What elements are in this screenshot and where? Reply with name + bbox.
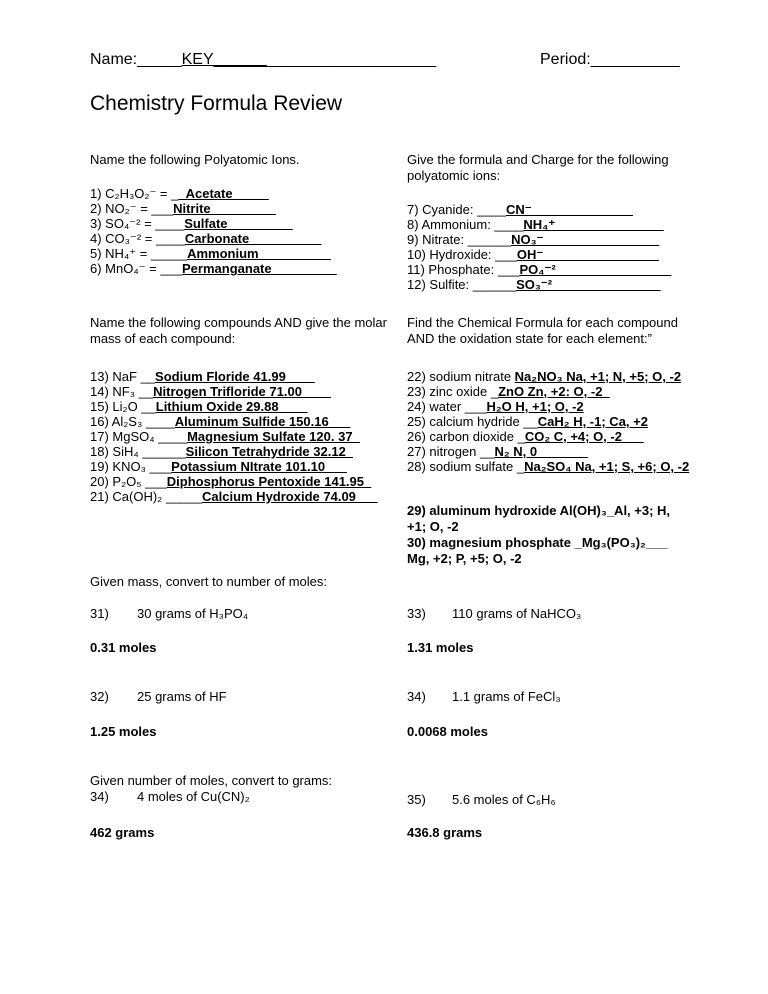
compound-item [90, 459, 347, 474]
ion-name-item [90, 216, 293, 231]
compound-answer: Diphosphorus Pentoxide 141.95_ [166, 474, 372, 489]
ion-name-item [90, 201, 276, 216]
ion-name-answer: _Acetate_____ [178, 186, 269, 201]
formula-oxidation-answer: CO₂ C, +4; O, -2___ [524, 429, 644, 444]
compound-item [90, 384, 331, 399]
q32-text: 25 grams of HF [137, 689, 227, 704]
q34b-text: 4 moles of Cu(CN)₂ [137, 789, 250, 804]
q33-text: 110 grams of NaHCO₃ [452, 606, 582, 621]
q34-text: 1.1 grams of FeCl₃ [452, 689, 561, 704]
a31-answer: 0.31 moles [90, 640, 157, 655]
formula-oxidation-question: 28) sodium sulfate _ [407, 459, 525, 474]
ion-name-question: 6) MnO₄⁻ = ___ [90, 261, 183, 276]
ion-name-item [90, 246, 331, 261]
ion-formula-answer: CN⁻______________ [506, 202, 633, 217]
formula-oxidation-question: 24) water ___ [407, 399, 487, 414]
item-29: 29) aluminum hydroxide Al(OH)₃_Al, +3; H, +1; O, -2 [407, 503, 671, 534]
compound-answer: Nitrogen Trifloride 71.00____ [153, 384, 331, 399]
compound-answer: Aluminum Sulfide 150.16___ [174, 414, 351, 429]
q35-number: 35) [407, 792, 426, 807]
compound-question: 21) Ca(OH)₂ _____ [90, 489, 202, 504]
formula-oxidation-item [407, 414, 648, 429]
compound-item [90, 474, 371, 489]
q34b-number: 34) [90, 789, 109, 804]
formula-oxidation-answer: H₂O H, +1; O, -2 [486, 399, 584, 414]
sec2-heading: Give the formula and Charge for the following polyatomic ions: [407, 152, 669, 183]
ion-name-question: 4) CO₃⁻² = ____ [90, 231, 185, 246]
name-value: KEY______ [181, 51, 268, 68]
formula-oxidation-question: 27) nitrogen __ [407, 444, 495, 459]
ion-formula-answer: NH₄⁺_______________ [523, 217, 664, 232]
formula-oxidation-answer: ZnO Zn, +2: O, -2_ [498, 384, 610, 399]
q31-text: 30 grams of H₃PO₄ [137, 606, 249, 621]
ion-name-item [90, 186, 269, 201]
formula-oxidation-answer: N₂ N, 0_______ [494, 444, 588, 459]
q31-number: 31) [90, 606, 109, 621]
page-title: Chemistry Formula Review [90, 92, 343, 115]
compound-question: 15) Li₂O __ [90, 399, 156, 414]
formula-oxidation-item [407, 444, 588, 459]
ion-name-answer: Nitrite_________ [173, 201, 276, 216]
formula-oxidation-question: 23) zinc oxide _ [407, 384, 499, 399]
compound-item [90, 369, 315, 384]
name-tail: ___________________ [267, 51, 437, 68]
compound-item [90, 489, 378, 504]
compound-question: 19) KNO₃ ___ [90, 459, 172, 474]
compound-answer: Magnesium Sulfate 120. 37_ [187, 429, 360, 444]
sec5-heading: Given mass, convert to number of moles: [90, 574, 327, 589]
compound-item [90, 444, 353, 459]
ion-formula-item [407, 217, 664, 232]
ion-formula-question: 8) Ammonium: ____ [407, 217, 524, 232]
formula-oxidation-question: 26) carbon dioxide _ [407, 429, 525, 444]
formula-oxidation-item [407, 399, 584, 414]
a35-answer: 436.8 grams [407, 825, 483, 840]
sec1-heading: Name the following Polyatomic Ions. [90, 152, 300, 167]
compound-item [90, 399, 307, 414]
compound-question: 20) P₂O₅ ___ [90, 474, 167, 489]
a32-answer: 1.25 moles [90, 724, 157, 739]
ion-name-item [90, 261, 337, 276]
compound-answer: Sodium Floride 41.99____ [155, 369, 315, 384]
compound-question: 17) MgSO₄ ____ [90, 429, 188, 444]
ion-formula-question: 11) Phosphate: ___ [407, 262, 520, 277]
sec3-heading: Name the following compounds AND give the molar mass of each compound: [90, 315, 387, 346]
ion-name-question: 5) NH₄⁺ = _____ [90, 246, 188, 261]
compound-question: 13) NaF __ [90, 369, 156, 384]
ion-formula-answer: PO₄⁻²________________ [519, 262, 672, 277]
name-line [90, 50, 436, 70]
ion-name-item [90, 231, 322, 246]
ion-formula-item [407, 247, 659, 262]
ion-name-question: 1) C₂H₃O₂⁻ = _ [90, 186, 179, 201]
ion-name-answer: Ammonium__________ [187, 246, 331, 261]
ion-formula-item [407, 202, 633, 217]
formula-oxidation-answer: CaH₂ H, -1; Ca, +2 [537, 414, 648, 429]
ion-formula-answer: NO₃⁻________________ [511, 232, 660, 247]
a33-answer: 1.31 moles [407, 640, 474, 655]
a34b-answer: 462 grams [90, 825, 155, 840]
compound-answer: Potassium NItrate 101.10___ [171, 459, 347, 474]
formula-oxidation-item [407, 429, 644, 444]
q32-number: 32) [90, 689, 109, 704]
q33-number: 33) [407, 606, 426, 621]
ion-formula-answer: SO₃⁻²_______________ [516, 277, 661, 292]
q34-number: 34) [407, 689, 426, 704]
q35-text: 5.6 moles of C₆H₆ [452, 792, 556, 807]
formula-oxidation-answer: Na₂NO₃ Na, +1; N, +5; O, -2 [514, 369, 682, 384]
formula-oxidation-item [407, 459, 689, 474]
formula-oxidation-item [407, 384, 610, 399]
ion-name-question: 3) SO₄⁻² = ____ [90, 216, 185, 231]
ion-formula-item [407, 277, 661, 292]
compound-answer: Lithium Oxide 29.88____ [155, 399, 308, 414]
compound-item [90, 429, 360, 444]
ion-formula-question: 10) Hydroxide: ___ [407, 247, 517, 262]
compound-question: 14) NF₃ __ [90, 384, 154, 399]
compound-answer: Silicon Tetrahydride 32.12_ [185, 444, 354, 459]
ion-name-answer: Sulfate_________ [184, 216, 293, 231]
formula-oxidation-question: 25) calcium hydride __ [407, 414, 538, 429]
item-30: 30) magnesium phosphate _Mg₃(PO₃)₂___ Mg, +2; P, +5; O, -2 [407, 535, 668, 566]
name-label: Name:_____ [90, 51, 182, 68]
compound-question: 16) Al₂S₃ ____ [90, 414, 175, 429]
compound-item [90, 414, 350, 429]
ion-name-question: 2) NO₂⁻ = ___ [90, 201, 174, 216]
ion-name-answer: Permanganate_________ [182, 261, 337, 276]
sec4-heading: Find the Chemical Formula for each compound AND the oxidation state for each element:” [407, 315, 678, 346]
compound-answer: Calcium Hydroxide 74.09___ [202, 489, 378, 504]
formula-oxidation-answer: Na₂SO₄ Na, +1; S, +6; O, -2 [524, 459, 690, 474]
a34-answer: 0.0068 moles [407, 724, 488, 739]
ion-formula-question: 12) Sulfite: ______ [407, 277, 517, 292]
period-line: Period:__________ [540, 51, 680, 68]
ion-name-answer: Carbonate__________ [184, 231, 322, 246]
compound-question: 18) SiH₄ ______ [90, 444, 186, 459]
ion-formula-answer: OH⁻________________ [516, 247, 659, 262]
sec6-heading: Given number of moles, convert to grams: [90, 773, 333, 788]
formula-oxidation-question: 22) sodium nitrate [407, 369, 515, 384]
formula-oxidation-item [407, 369, 681, 384]
ion-formula-question: 9) Nitrate: ______ [407, 232, 512, 247]
ion-formula-item [407, 232, 659, 247]
ion-formula-question: 7) Cyanide: ____ [407, 202, 507, 217]
ion-formula-item [407, 262, 671, 277]
